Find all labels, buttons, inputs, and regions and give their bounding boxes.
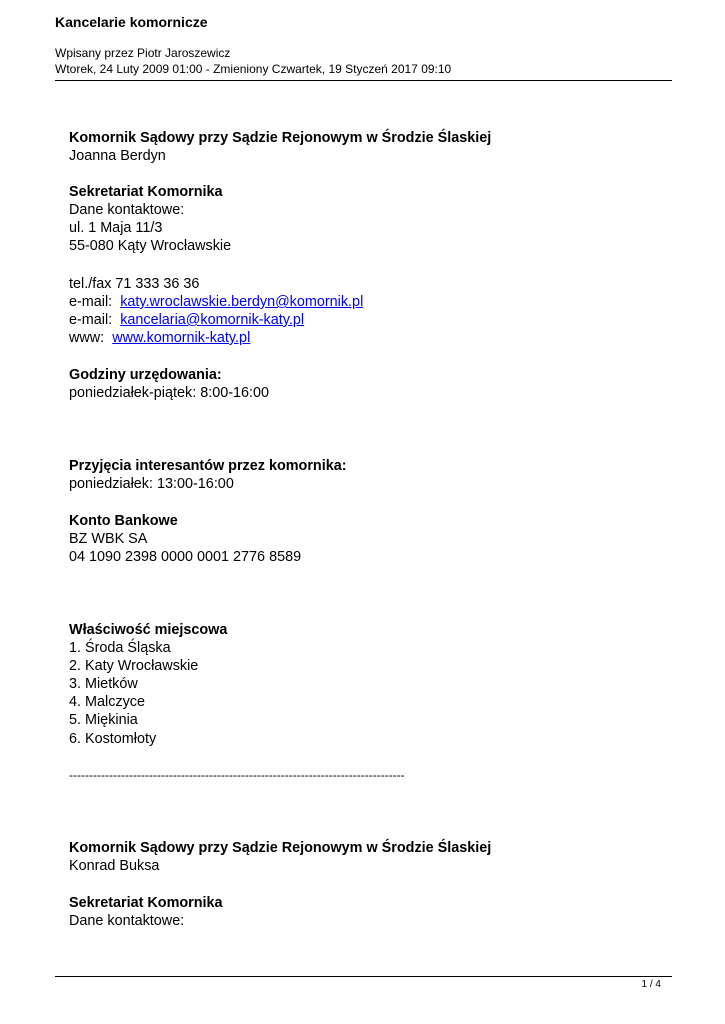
- bailiff-name-1: Joanna Berdyn: [69, 148, 166, 164]
- street-address: ul. 1 Maja 11/3: [69, 220, 163, 236]
- footer-rule: [55, 976, 672, 977]
- reception-hours: poniedziałek: 13:00-16:00: [69, 476, 234, 492]
- bailiff-heading-1: Komornik Sądowy przy Sądzie Rejonowym w Środzie Ślaskiej: [69, 130, 492, 146]
- email-line-1: [69, 293, 363, 311]
- email-label: e-mail:: [69, 294, 113, 310]
- contact-label-2: Dane kontaktowe:: [69, 913, 185, 929]
- dashed-separator: ------------------------------------------------------------------------------------: [69, 768, 405, 782]
- bank-name: BZ WBK SA: [69, 531, 148, 547]
- city-address: 55-080 Kąty Wrocławskie: [69, 238, 232, 254]
- jurisdiction-heading: Właściwość miejscowa: [69, 622, 228, 638]
- phone-line: tel./fax 71 333 36 36: [69, 276, 200, 292]
- page-number: 1 / 4: [641, 979, 661, 990]
- date-line: Wtorek, 24 Luty 2009 01:00 - Zmieniony Czwartek, 19 Styczeń 2017 09:10: [55, 62, 452, 76]
- secretariat-heading-2: Sekretariat Komornika: [69, 895, 223, 911]
- jurisdiction-item: 2. Katy Wrocławskie: [69, 658, 199, 674]
- email-line-2: [69, 311, 304, 329]
- jurisdiction-item: 3. Mietków: [69, 676, 138, 692]
- reception-heading: Przyjęcia interesantów przez komornika:: [69, 458, 347, 474]
- bailiff-heading-2: Komornik Sądowy przy Sądzie Rejonowym w Środzie Ślaskiej: [69, 840, 492, 856]
- bank-heading: Konto Bankowe: [69, 513, 178, 529]
- www-label: www:: [69, 330, 105, 346]
- bailiff-name-2: Konrad Buksa: [69, 858, 160, 874]
- page-header-title: Kancelarie komornicze: [55, 14, 208, 30]
- bank-account: 04 1090 2398 0000 0001 2776 8589: [69, 549, 302, 565]
- www-line: [69, 329, 250, 347]
- author-line: Wpisany przez Piotr Jaroszewicz: [55, 46, 231, 60]
- office-hours: poniedziałek-piątek: 8:00-16:00: [69, 385, 270, 401]
- email-label: e-mail:: [69, 312, 113, 328]
- header-rule: [55, 80, 672, 81]
- jurisdiction-item: 1. Środa Śląska: [69, 640, 171, 656]
- secretariat-heading-1: Sekretariat Komornika: [69, 184, 223, 200]
- email-link-2[interactable]: kancelaria@komornik-katy.pl: [120, 312, 305, 328]
- website-link[interactable]: www.komornik-katy.pl: [112, 330, 251, 346]
- jurisdiction-item: 5. Miękinia: [69, 712, 138, 728]
- email-link-1[interactable]: katy.wroclawskie.berdyn@komornik.pl: [120, 294, 364, 310]
- contact-label-1: Dane kontaktowe:: [69, 202, 185, 218]
- jurisdiction-item: 4. Malczyce: [69, 694, 145, 710]
- jurisdiction-item: 6. Kostomłoty: [69, 731, 157, 747]
- office-hours-heading: Godziny urzędowania:: [69, 367, 222, 383]
